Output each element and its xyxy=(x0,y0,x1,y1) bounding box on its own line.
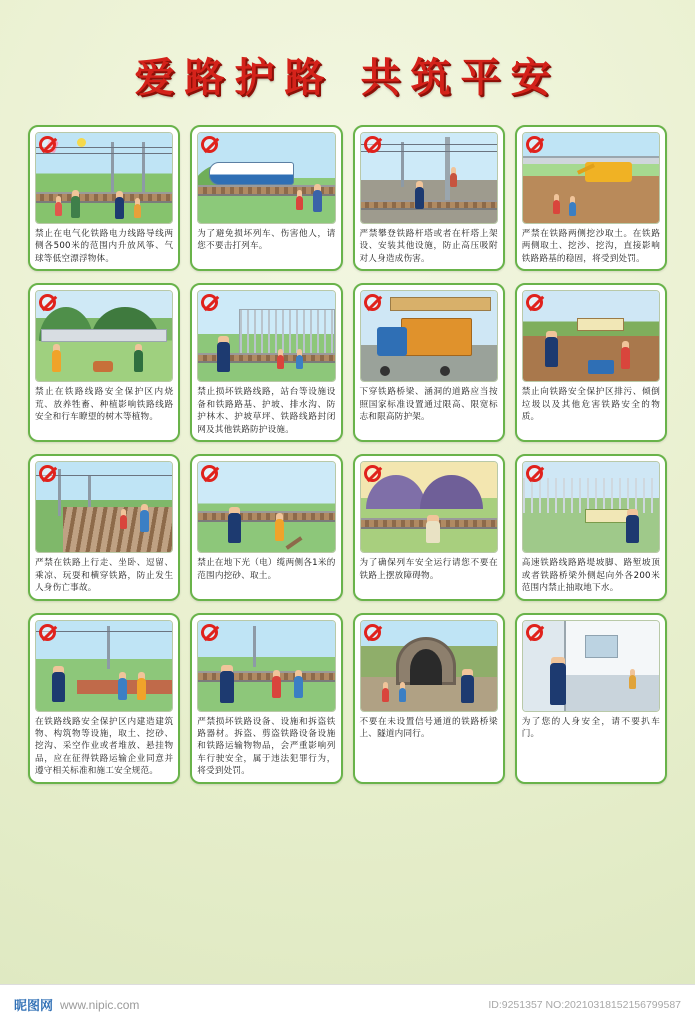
safety-card[interactable] xyxy=(353,283,505,442)
card-caption: 严禁损坏铁路设备、设施和拆盗铁路器材。拆盗、剪盗铁路设备设施和铁路运输物物品，会严重影响列车行驶安全，属于违法犯罪行为，将受到处罚。 xyxy=(197,716,336,777)
illustration-tunnel-and-bridge xyxy=(360,620,498,712)
illustration-throwing-at-train xyxy=(197,132,335,224)
prohibition-icon xyxy=(526,624,543,641)
prohibition-icon xyxy=(526,465,543,482)
card-caption: 下穿铁路桥梁、涵洞的道路应当按照国家标准设置通过限高、限宽标志和限高防护架。 xyxy=(359,387,498,423)
safety-card[interactable] xyxy=(515,454,667,600)
safety-card-grid xyxy=(18,125,677,784)
prohibition-icon xyxy=(526,136,543,153)
illustration-illegal-construction xyxy=(35,620,173,712)
illustration-damaging-fence xyxy=(197,290,335,382)
illustration-excavator-digging xyxy=(522,132,660,224)
card-caption: 禁止在电气化铁路电力线路导线两侧各500米的范围内升放风筝、气球等低空漂浮物体。 xyxy=(35,229,174,264)
prohibition-icon xyxy=(201,624,218,641)
illustration-kite-near-power-lines xyxy=(35,132,173,224)
safety-card[interactable] xyxy=(190,613,342,784)
card-caption: 禁止在铁路线路安全保护区内烧荒、放养牲畜、种植影响铁路线路安全和行车瞭望的树木等植物。 xyxy=(35,387,174,423)
safety-card[interactable] xyxy=(28,283,180,442)
illustration-pumping-groundwater xyxy=(522,461,660,553)
illustration-dumping-garbage xyxy=(522,290,660,382)
card-caption: 严禁在铁路两侧挖沙取土。在铁路两侧取土、挖沙、挖沟，直接影响铁路路基的稳固，将受到处罚。 xyxy=(521,229,660,264)
image-id-text: ID:9251357 NO:20210318152156799587 xyxy=(488,998,681,1011)
card-caption: 不要在未设置信号通道的铁路桥梁上、隧道内同行。 xyxy=(359,716,498,739)
safety-card[interactable] xyxy=(28,125,180,271)
illustration-stealing-equipment xyxy=(197,620,335,712)
safety-card[interactable] xyxy=(515,125,667,271)
illustration-truck-under-bridge xyxy=(360,290,498,382)
card-caption: 为了避免损坏列车、伤害他人，请您不要击打列车。 xyxy=(197,229,336,252)
safety-card[interactable] xyxy=(190,454,342,600)
illustration-burning-and-grazing xyxy=(35,290,173,382)
nipic-logo: 昵图网 xyxy=(14,999,54,1014)
prohibition-icon xyxy=(364,624,381,641)
safety-card[interactable] xyxy=(515,283,667,442)
title-part-1: 爱路护路 xyxy=(134,54,335,101)
title-part-2: 共筑平安 xyxy=(360,54,561,101)
safety-card[interactable] xyxy=(190,125,342,271)
safety-card[interactable] xyxy=(190,283,342,442)
safety-card[interactable] xyxy=(28,613,180,784)
card-caption: 严禁在铁路上行走、坐卧、逗留、乘凉、玩耍和横穿铁路，防止发生人身伤亡事故。 xyxy=(35,558,174,594)
safety-card[interactable] xyxy=(353,613,505,784)
prohibition-icon xyxy=(364,294,381,311)
illustration-digging-near-cable xyxy=(197,461,335,553)
safety-card[interactable] xyxy=(353,454,505,600)
nipic-url: www.nipic.com xyxy=(60,997,140,1012)
card-caption: 在铁路线路安全保护区内建造建筑物、构筑物等设施，取土、挖砂、挖沟、采空作业或者堆放、悬挂物品，应在征得铁路运输企业同意并遵守相关标准和施工安全规范。 xyxy=(35,716,174,777)
card-caption: 高速铁路线路路堤坡脚、路堑坡顶或者铁路桥梁外侧起向外各200米范围内禁止抽取地下水。 xyxy=(521,558,660,594)
prohibition-icon xyxy=(526,294,543,311)
prohibition-icon xyxy=(39,136,56,153)
safety-card[interactable] xyxy=(28,454,180,600)
safety-card[interactable] xyxy=(353,125,505,271)
watermark-footer xyxy=(0,984,695,1024)
prohibition-icon xyxy=(364,136,381,153)
illustration-people-on-track xyxy=(35,461,173,553)
page-title xyxy=(18,0,677,125)
card-caption: 为了您的人身安全，请不要扒车门。 xyxy=(521,716,660,739)
card-caption: 禁止在地下光（电）缆两侧各1米的范围内挖砂、取土。 xyxy=(197,558,336,581)
prohibition-icon xyxy=(39,624,56,641)
card-caption: 为了确保列车安全运行请您不要在铁路上摆放障碍物。 xyxy=(359,558,498,581)
prohibition-icon xyxy=(364,465,381,482)
safety-card[interactable] xyxy=(515,613,667,784)
card-caption: 严禁攀登铁路杆塔或者在杆塔上架设、安装其他设施，防止高压吸附对人身造成伤害。 xyxy=(359,229,498,264)
illustration-climbing-pole xyxy=(360,132,498,224)
card-caption: 禁止向铁路安全保护区排污、倾倒垃圾以及其他危害铁路安全的物质。 xyxy=(521,387,660,423)
illustration-obstacle-on-track xyxy=(360,461,498,553)
illustration-pulling-train-door xyxy=(522,620,660,712)
card-caption: 禁止损坏铁路线路，站台等设施设备和铁路路基、护坡、排水沟、防护林木、护坡草坪、铁路线路封闭网及其他铁路防护设施。 xyxy=(197,387,336,435)
watermark-brand xyxy=(14,995,139,1014)
